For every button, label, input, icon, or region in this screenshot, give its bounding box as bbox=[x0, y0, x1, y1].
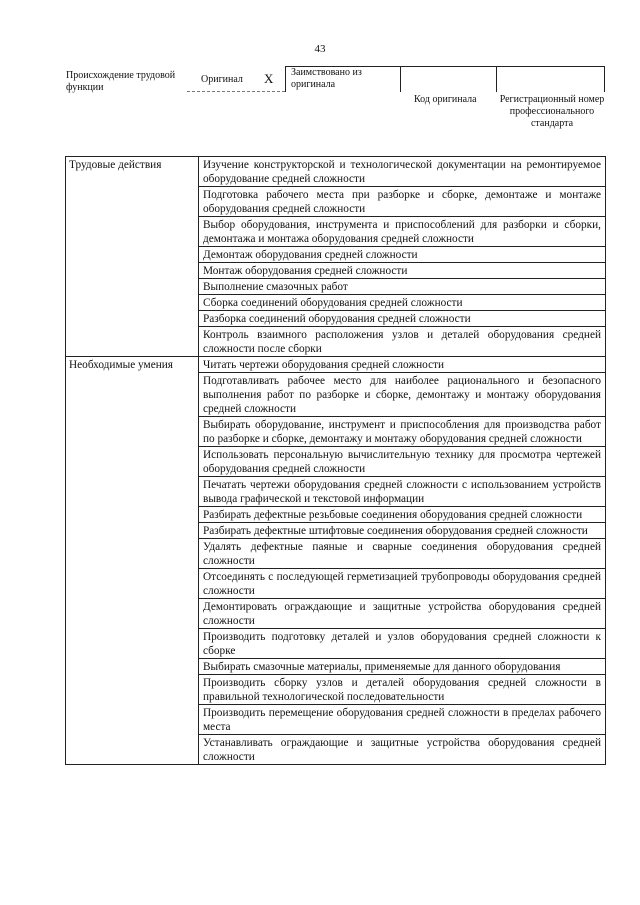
functions-table bbox=[65, 156, 606, 765]
list-item: Выбор оборудования, инструмента и приспособлений для разборки и сборки, демонтажа и монтажа оборудования средней сложности bbox=[199, 217, 606, 247]
list-item: Подготовка рабочего места при разборке и сборке, демонтаже и монтаже оборудования средней сложности bbox=[199, 187, 606, 217]
list-item: Читать чертежи оборудования средней сложности bbox=[199, 357, 606, 373]
list-item: Подготавливать рабочее место для наиболее рационального и безопасного выполнения работ по разборке и сборке, демонтажу и монтажу оборудования средней сложности bbox=[199, 373, 606, 417]
list-item: Сборка соединений оборудования средней сложности bbox=[199, 295, 606, 311]
list-item: Выбирать смазочные материалы, применяемые для данного оборудования bbox=[199, 659, 606, 675]
list-item: Демонтаж оборудования средней сложности bbox=[199, 247, 606, 263]
list-item: Изучение конструкторской и технологической документации на ремонтируемое оборудование средней сложности bbox=[199, 157, 606, 187]
section-title: Необходимые умения bbox=[66, 357, 199, 765]
list-item: Разборка соединений оборудования средней сложности bbox=[199, 311, 606, 327]
list-item: Устанавливать ограждающие и защитные устройства оборудования средней сложности bbox=[199, 735, 606, 765]
table-row bbox=[66, 357, 606, 373]
list-item: Отсоединять с последующей герметизацией трубопроводы оборудования средней сложности bbox=[199, 569, 606, 599]
origin-box bbox=[187, 66, 605, 92]
list-item: Использовать персональную вычислительную технику для просмотра чертежей оборудования средней сложности bbox=[199, 447, 606, 477]
code-original-label: Код оригинала bbox=[414, 94, 477, 105]
page-number: 43 bbox=[314, 43, 326, 55]
list-item: Печатать чертежи оборудования средней сложности с использованием устройств вывода графической и текстовой информации bbox=[199, 477, 606, 507]
list-item: Монтаж оборудования средней сложности bbox=[199, 263, 606, 279]
list-item: Выбирать оборудование, инструмент и приспособления для производства работ по разборке и сборке, демонтажу и монтажу оборудования средней сложности bbox=[199, 417, 606, 447]
list-item: Контроль взаимного расположения узлов и деталей оборудования средней сложности после сборки bbox=[199, 327, 606, 357]
original-mark: X bbox=[264, 71, 274, 86]
list-item: Демонтировать ограждающие и защитные устройства оборудования средней сложности bbox=[199, 599, 606, 629]
list-item: Выполнение смазочных работ bbox=[199, 279, 606, 295]
list-item: Разбирать дефектные штифтовые соединения оборудования средней сложности bbox=[199, 523, 606, 539]
list-item: Разбирать дефектные резьбовые соединения оборудования средней сложности bbox=[199, 507, 606, 523]
origin-label: Происхождение трудовой функции bbox=[66, 70, 176, 93]
list-item: Удалять дефектные паяные и сварные соединения оборудования средней сложности bbox=[199, 539, 606, 569]
borrowed-label: Заимствовано из оригинала bbox=[291, 67, 362, 90]
registration-number-label: Регистрационный номер профессионального стандарта bbox=[499, 94, 605, 129]
table-row bbox=[66, 157, 606, 187]
list-item: Производить подготовку деталей и узлов оборудования средней сложности к сборке bbox=[199, 629, 606, 659]
original-label: Оригинал bbox=[201, 74, 243, 85]
list-item: Производить сборку узлов и деталей оборудования средней сложности в правильной технологической последовательности bbox=[199, 675, 606, 705]
list-item: Производить перемещение оборудования средней сложности в пределах рабочего места bbox=[199, 705, 606, 735]
section-title: Трудовые действия bbox=[66, 157, 199, 357]
